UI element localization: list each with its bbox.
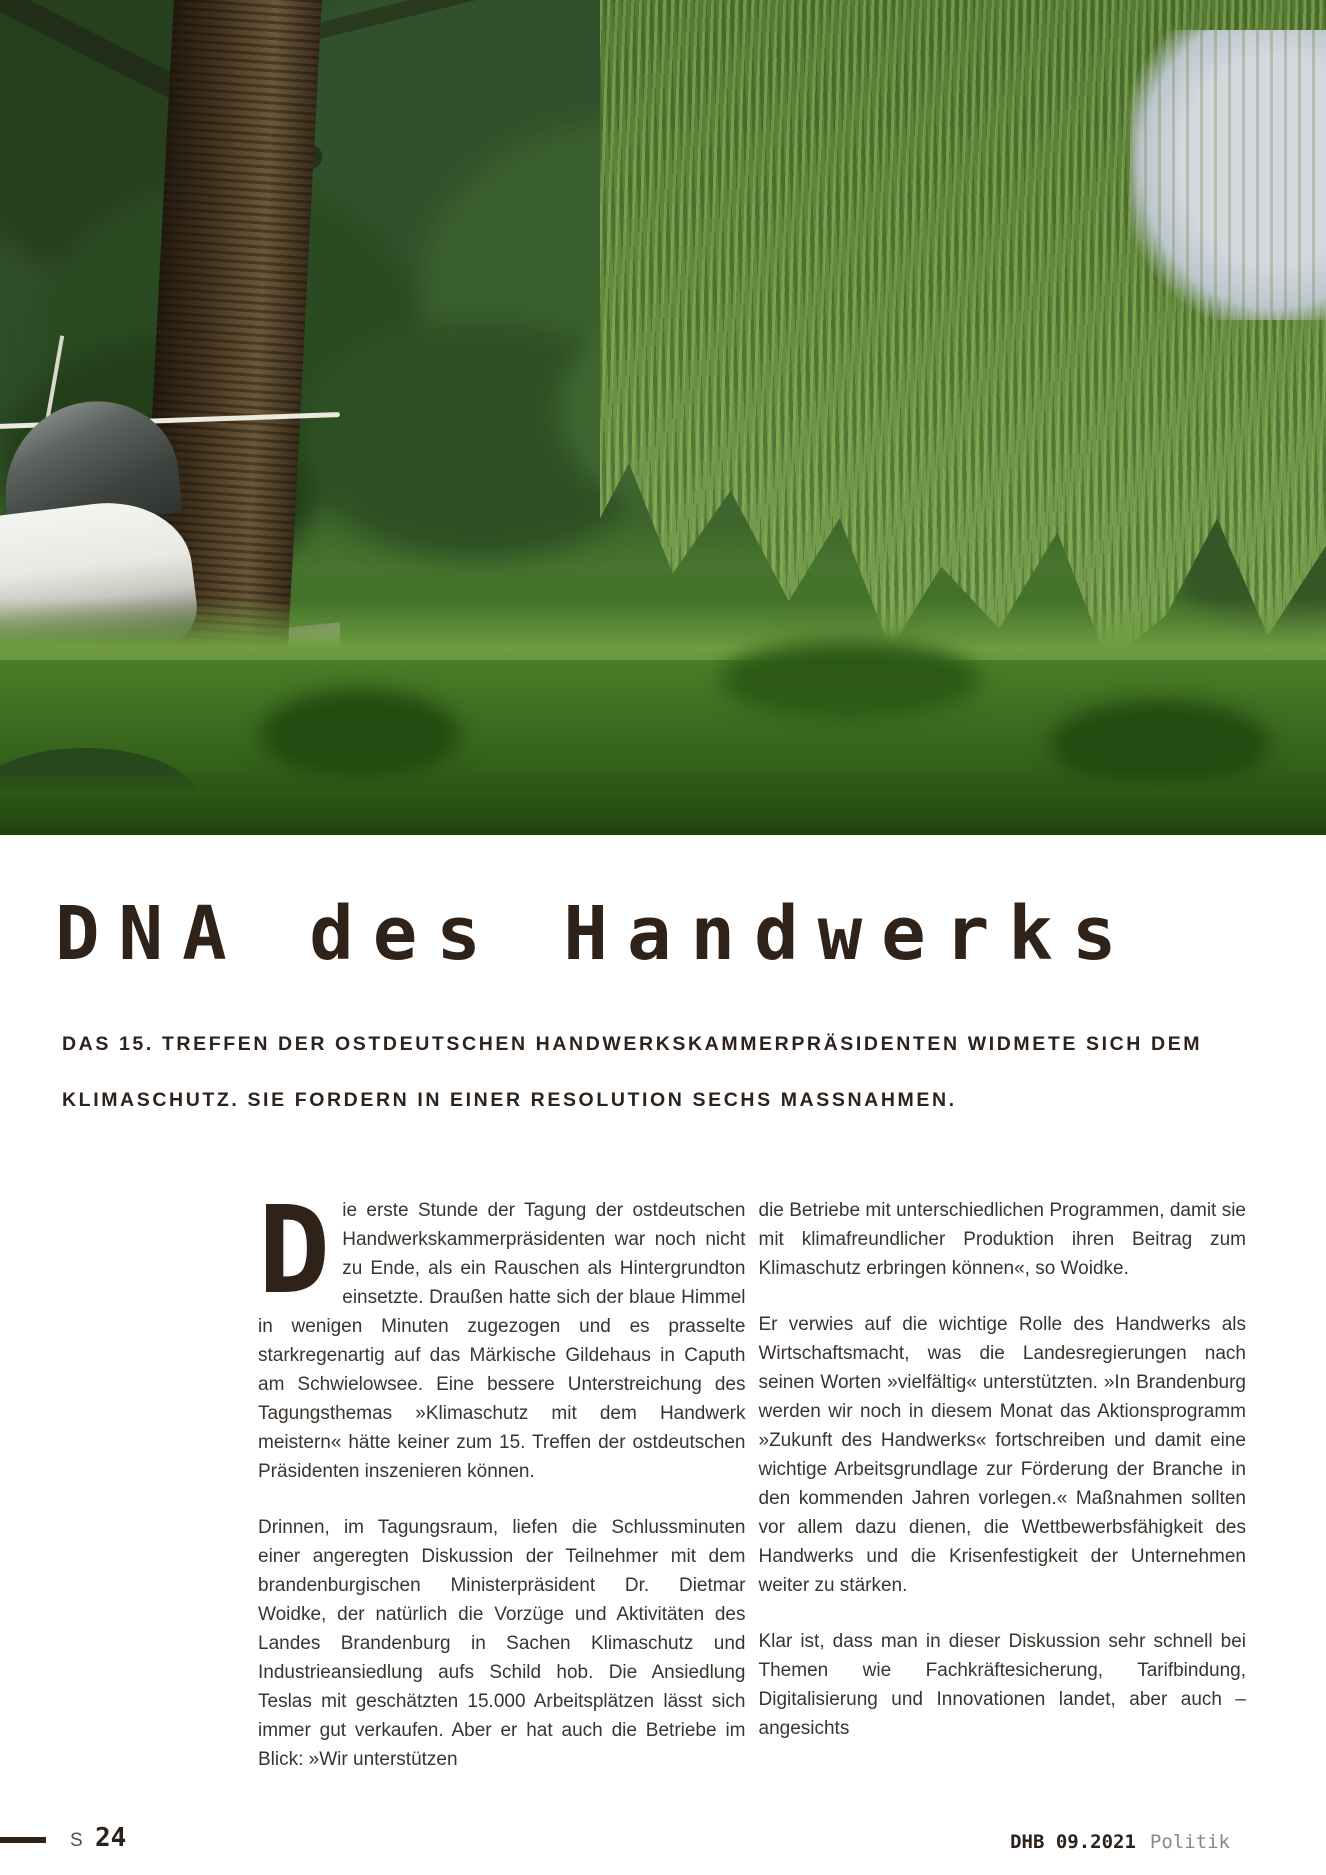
footer-section: Politik <box>1149 1831 1230 1853</box>
column-right <box>759 1196 1247 1801</box>
group-photo <box>0 0 1326 835</box>
foliage-blob <box>260 690 460 780</box>
article-paragraph: die Betriebe mit unterschiedlichen Programmen, damit sie mit klimafreundlicher Produktion ihren Beitrag zum Klimaschutz erbringen können«, so Woidke. <box>758 1200 1246 1279</box>
paragraph-text: ie erste Stunde der Tagung der ostdeutschen Handwerkskammerpräsidenten war noch nicht zu Ende, als ein Rauschen als Hintergrundton einsetzte. Draußen hatte sich der blaue Himmel in wenigen Minuten zugezogen und es prasselte starkregenartig auf das Märkische Gildehaus in Caputh am Schwielowsee. Eine bessere Unterstreichung des Tagungsthemas »Klimaschutz mit dem Handwerk meistern« hätte keiner zum 15. Treffen der ostdeutschen Präsidenten inszenieren können. <box>258 1200 746 1482</box>
article-paragraph: Klar ist, dass man in dieser Diskussion sehr schnell bei Themen wie Fachkräftesicherung, Tarifbindung, Digitalisierung und Innovationen landet, aber auch – angesichts <box>758 1631 1246 1739</box>
standfirst-line: KLIMASCHUTZ. SIE FORDERN IN EINER RESOLUTION SECHS MASSNAHMEN. <box>62 1089 957 1111</box>
lawn-shadows <box>0 0 1326 835</box>
footer-rule <box>0 1837 46 1843</box>
article-body <box>258 1182 1246 1801</box>
article-paragraph: Er verwies auf die wichtige Rolle des Handwerks als Wirtschaftsmacht, was die Landesregierungen nach seinen Worten »vielfältig« unterstützten. »In Brandenburg werden wir noch in diesem Monat das Aktionsprogramm »Zukunft des Handwerks« fortschreiben und damit eine wichtige Arbeitsgrundlage zur Förderung der Branche in den kommenden Jahren vorlegen.« Maßnahmen sollten vor allem dazu dienen, die Wettbewerbsfähigkeit des Handwerks und die Krisenfestigkeit der Unternehmen weiter zu stärken. <box>758 1314 1246 1596</box>
footer-right <box>1010 1831 1230 1853</box>
standfirst <box>62 1016 1242 1128</box>
footer-page-prefix: S <box>70 1830 84 1851</box>
lawn-foreground <box>0 770 1326 835</box>
drop-cap: D <box>258 1182 331 1321</box>
footer-issue: DHB 09.2021 <box>1010 1831 1136 1853</box>
foliage-blob <box>720 640 980 720</box>
footer-page-number: 24 <box>95 1823 127 1853</box>
column-left <box>258 1182 746 1801</box>
article-paragraph <box>258 1182 746 1486</box>
article-title: DNA des Handwerks <box>55 891 1136 977</box>
article-paragraph: Drinnen, im Tagungsraum, liefen die Schlussminuten einer angeregten Diskussion der Teilnehmer mit dem brandenburgischen Ministerpräsident Dr. Dietmar Woidke, der natürlich die Vorzüge und Aktivitäten des Landes Brandenburg in Sachen Klimaschutz und Industrieansiedlung aufs Schild hob. Die Ansiedlung Teslas mit geschätzten 15.000 Arbeitsplätzen lässt sich immer gut verkaufen. Aber er hat auch die Betriebe im Blick: »Wir unterstützen <box>258 1517 746 1770</box>
standfirst-line: DAS 15. TREFFEN DER OSTDEUTSCHEN HANDWERKSKAMMERPRÄSIDENTEN WIDMETE SICH DEM <box>62 1033 1203 1055</box>
